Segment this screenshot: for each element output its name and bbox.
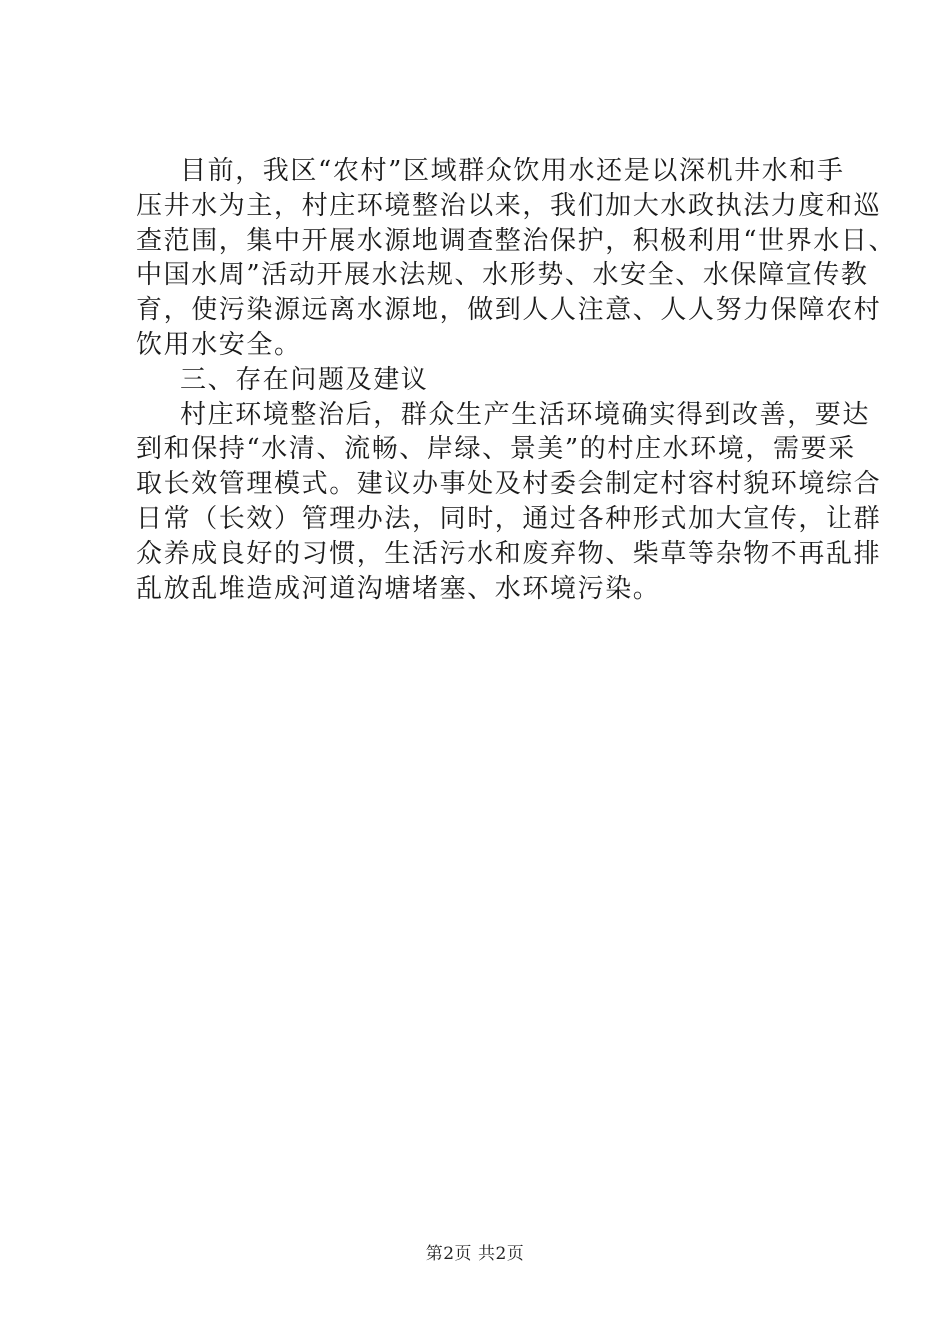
text-line: 压井水为主，村庄环境整治以来，我们加大水政执法力度和巡 [136, 190, 882, 221]
text-line: 目前，我区“农村”区域群众饮用水还是以深机井水和手 [180, 156, 845, 186]
paragraph-suggestions [136, 398, 882, 607]
document-body [136, 154, 897, 606]
section-heading-text: 三、存在问题及建议 [180, 364, 429, 395]
text-line: 日常（长效）管理办法，同时，通过各种形式加大宣传，让群 [136, 503, 882, 534]
text-line: 中国水周”活动开展水法规、水形势、水安全、水保障宣传教 [136, 260, 869, 291]
text-line: 乱放乱堆造成河道沟塘堵塞、水环境污染。 [136, 573, 661, 604]
text-line: 取长效管理模式。建议办事处及村委会制定村容村貌环境综合 [136, 469, 882, 500]
text-line: 育，使污染源远离水源地，做到人人注意、人人努力保障农村 [136, 295, 882, 326]
text-line: 村庄环境整治后，群众生产生活环境确实得到改善，要达 [180, 399, 871, 430]
page-number-footer: 第2页 共2页 [425, 1244, 525, 1264]
text-line: 饮用水安全。 [136, 329, 302, 360]
text-line: 众养成良好的习惯，生活污水和废弃物、柴草等杂物不再乱排 [136, 538, 882, 569]
text-line: 查范围，集中开展水源地调查整治保护，积极利用“世界水日、 [136, 225, 897, 256]
text-line: 到和保持“水清、流畅、岸绿、景美”的村庄水环境，需要采 [136, 434, 856, 465]
paragraph-drinking-water [136, 154, 897, 363]
section-heading [136, 363, 836, 398]
